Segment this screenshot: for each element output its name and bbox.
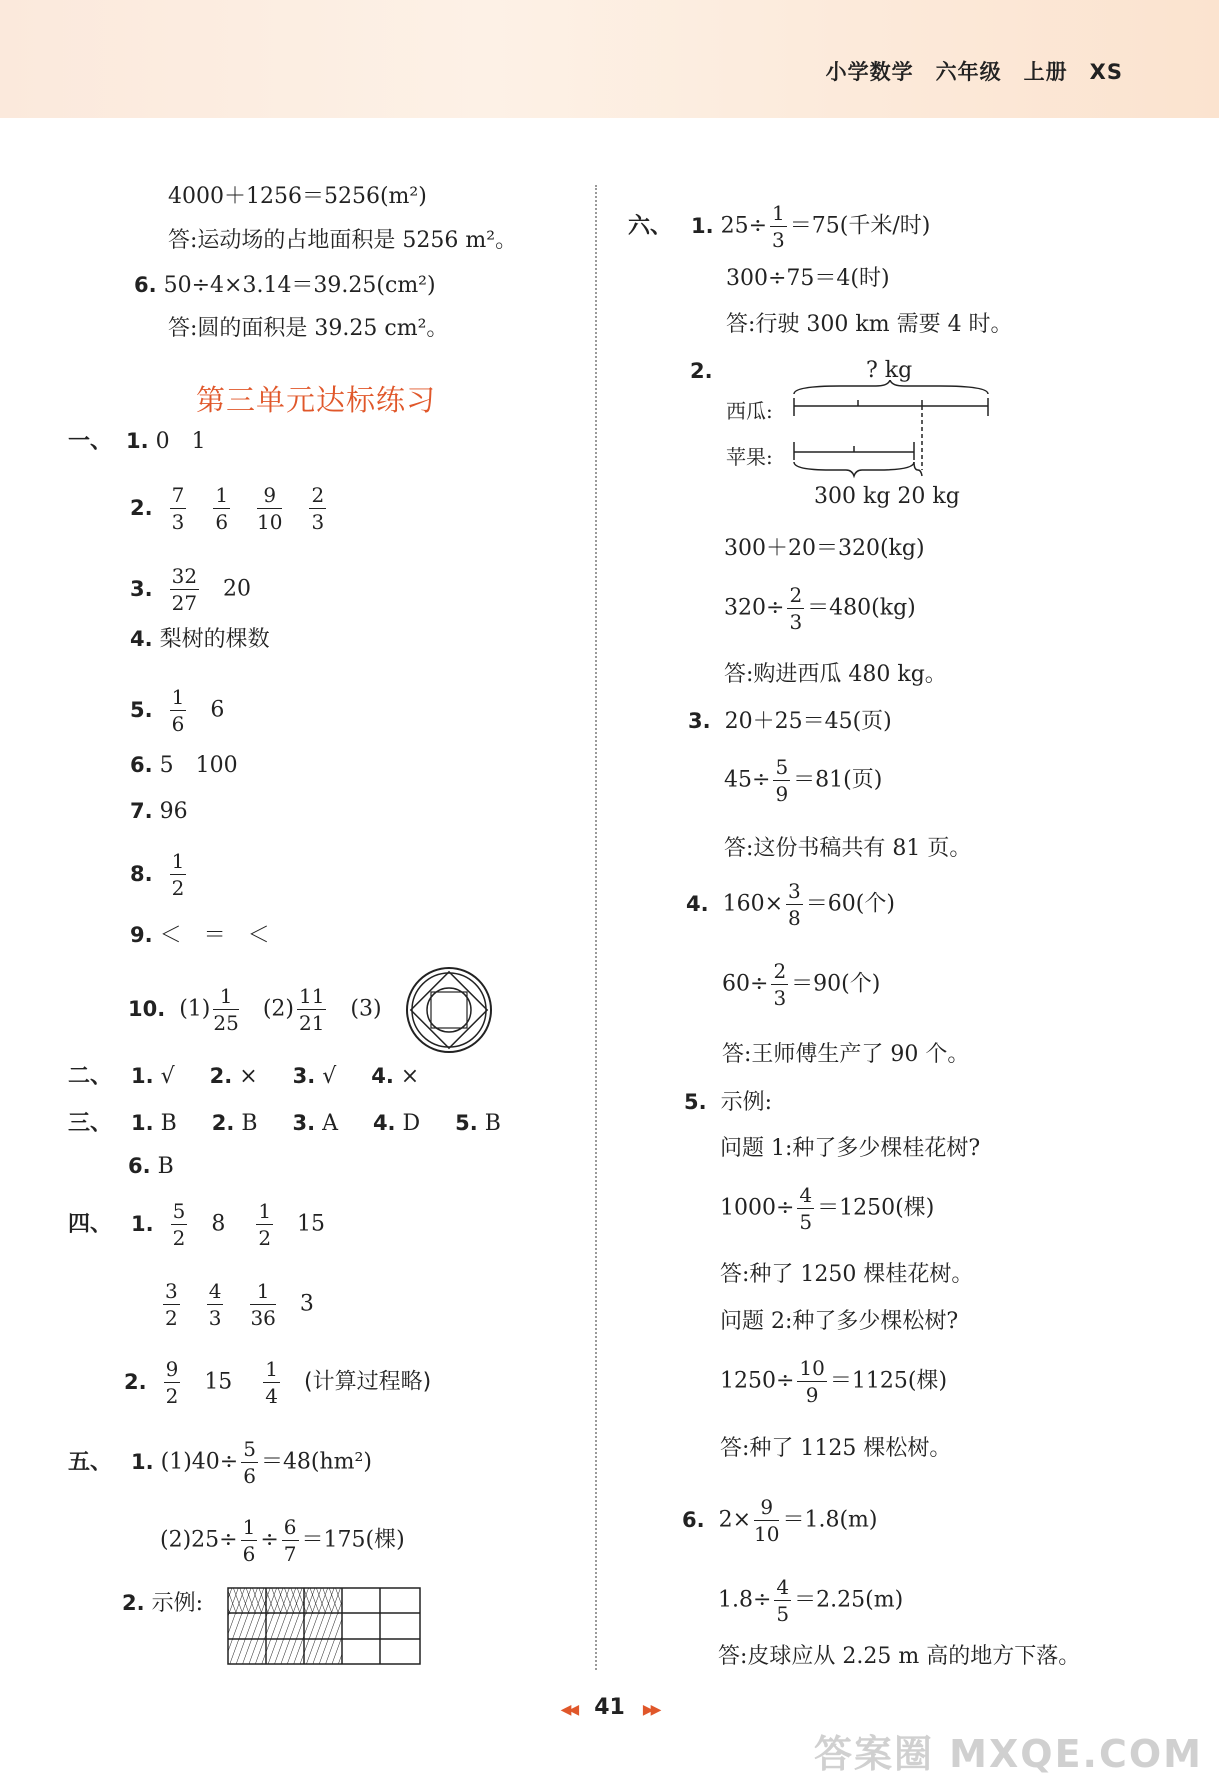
page-footer (0, 1695, 1219, 1720)
answer-line: 答:圆的面积是 39.25 cm²。 (168, 316, 449, 341)
answer-line: 4000＋1256＝5256(m²) (168, 184, 427, 209)
segment-diagram (790, 380, 998, 480)
q-row: 四、 1. $\frac{5}{2}$ 8 $\frac{1}{2}$ 15 (68, 1199, 326, 1250)
answer-line: 320÷ $\frac{2}{3}$ ＝480(kg) (724, 583, 916, 634)
answer-line: 1.8÷ $\frac{4}{5}$ ＝2.25(m) (718, 1575, 904, 1626)
answer-line: 答:皮球应从 2.25 m 高的地方下落。 (718, 1644, 1081, 1669)
answer-line: 300÷75＝4(时) (726, 266, 890, 291)
circle-square-figure (404, 965, 494, 1055)
q-row: 三、 1. B 2. B 3. A 4. D 5. B (68, 1111, 501, 1136)
answer-line: 60÷ $\frac{2}{3}$ ＝90(个) (722, 959, 881, 1010)
q-row: 2. (690, 359, 713, 383)
q-row: 二、 1. √ 2. × 3. √ 4. × (68, 1064, 420, 1089)
q-row: $\frac{3}{2}$ $\frac{4}{3}$ $\frac{1}{36}$ 3 (165, 1279, 314, 1330)
diagram-bottom-label: 300 kg 20 kg (814, 484, 960, 509)
q-row: 5. $\frac{1}{6}$ 6 (130, 685, 225, 736)
next-arrows-icon: ▶▶ (642, 1702, 659, 1718)
answer-line: 6. 50÷4×3.14＝39.25(cm²) (134, 273, 436, 298)
answer-line: 答:种了 1250 棵桂花树。 (720, 1262, 974, 1287)
q-row: 2. $\frac{7}{3}$ $\frac{1}{6}$ $\frac{9}{10}$ $\frac{2}{3}$ (130, 483, 325, 534)
q-row: 六、 1. 25÷ $\frac{1}{3}$ ＝75(千米/时) (628, 201, 931, 252)
answer-line: 45÷ $\frac{5}{9}$ ＝81(页) (724, 755, 883, 806)
answer-line: 问题 1:种了多少棵桂花树? (720, 1136, 981, 1161)
page-number: 41 (594, 1695, 625, 1720)
answer-line: 答:这份书稿共有 81 页。 (724, 836, 972, 861)
book-header (804, 56, 1123, 86)
q-row: 6. B (128, 1154, 174, 1179)
section-title: 第三单元达标练习 (196, 383, 437, 417)
apple-label: 苹果: (726, 445, 773, 469)
q-row: 6. 2× $\frac{9}{10}$ ＝1.8(m) (682, 1495, 878, 1546)
answer-line: 答:行驶 300 km 需要 4 时。 (726, 312, 1013, 337)
q-row: 10. (1) $\frac{1}{25}$ (2) $\frac{11}{21}$ (3) (128, 984, 382, 1035)
answer-line: 问题 2:种了多少棵松树? (720, 1309, 959, 1334)
q-row: 5. 示例: (684, 1090, 773, 1115)
melon-label: 西瓜: (726, 399, 773, 423)
q-row: (2)25÷ $\frac{1}{6}$ ÷ $\frac{6}{7}$ ＝175(棵) (160, 1515, 405, 1566)
q-row: 6. 5 100 (130, 753, 238, 778)
shaded-grid-figure (226, 1586, 422, 1666)
answer-line: 300＋20＝320(kg) (724, 536, 925, 561)
q-row: 一、 1. 0 1 (68, 429, 206, 454)
watermark: 答案圈 MXQE.COM (813, 1732, 1203, 1776)
prev-arrows-icon: ◀◀ (560, 1702, 577, 1718)
answer-line: 1250÷ $\frac{10}{9}$ ＝1125(棵) (720, 1356, 948, 1407)
grade: 六年级 (935, 60, 1002, 84)
q-row: 8. $\frac{1}{2}$ (130, 849, 185, 900)
answer-line: 1000÷ $\frac{4}{5}$ ＝1250(棵) (720, 1183, 935, 1234)
q-row: 2. 示例: (122, 1591, 204, 1616)
answer-line: 答:购进西瓜 480 kg。 (724, 662, 947, 687)
q-row: 4. 160× $\frac{3}{8}$ ＝60(个) (686, 879, 895, 930)
answer-line: 答:运动场的占地面积是 5256 m²。 (168, 228, 518, 253)
answer-line: 答:种了 1125 棵松树。 (720, 1436, 952, 1461)
q-row: 4. 梨树的棵数 (130, 627, 270, 652)
edition: XS (1089, 60, 1123, 84)
q-row: 3. 20＋25＝45(页) (688, 709, 892, 734)
q-row: 2. $\frac{9}{2}$ 15 $\frac{1}{4}$ (计算过程略) (124, 1357, 432, 1408)
answer-line: 答:王师傅生产了 90 个。 (722, 1042, 970, 1067)
q-row: 9. ＜ ＝ ＜ (130, 923, 270, 948)
q-row: 7. 96 (130, 799, 188, 824)
q-row: 五、 1. (1)40÷ $\frac{5}{6}$ ＝48(hm²) (68, 1437, 372, 1488)
volume: 上册 (1023, 60, 1068, 84)
diagram-unknown-label: ? kg (866, 358, 913, 383)
column-divider (595, 185, 597, 1670)
subject: 小学数学 (825, 60, 914, 84)
q-row: 3. $\frac{32}{27}$ 20 (130, 564, 252, 615)
